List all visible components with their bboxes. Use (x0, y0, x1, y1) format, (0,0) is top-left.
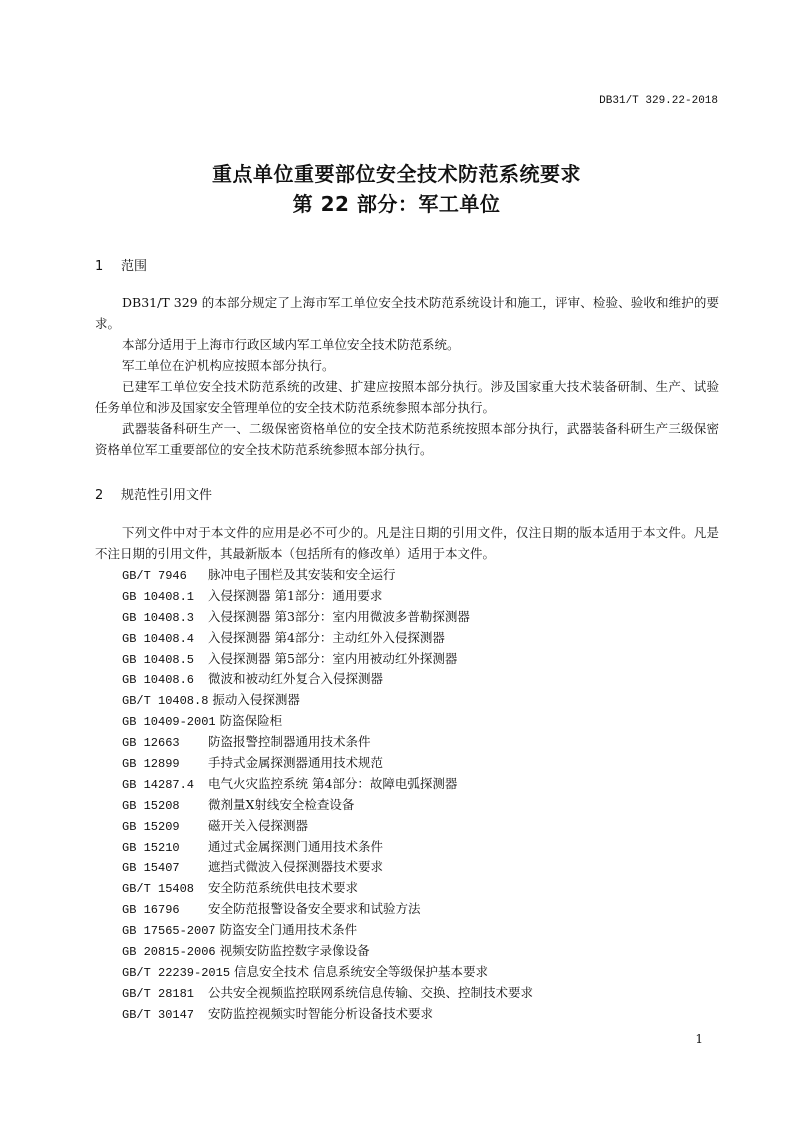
reference-code: GB/T 15408 (122, 882, 195, 897)
reference-item (122, 983, 533, 1004)
reference-item (122, 607, 533, 628)
section-1-heading (95, 255, 147, 274)
reference-name: 电气火灾监控系统 第4部分：故障电弧探测器 (208, 775, 458, 791)
reference-name: 入侵探测器 第3部分：室内用微波多普勒探测器 (208, 608, 470, 624)
reference-code: GB 15208 (122, 798, 180, 813)
reference-item (122, 837, 533, 858)
reference-code: GB/T 28181 (122, 986, 195, 1001)
reference-code: GB 10409-2001 (122, 715, 216, 730)
scope-paragraph: 军工单位在沪机构应按照本部分执行。 (122, 358, 335, 373)
page-number: 1 (695, 1032, 703, 1046)
reference-item (122, 732, 533, 753)
reference-name: 安全防范系统供电技术要求 (208, 880, 359, 896)
reference-code: GB 17565-2007 (122, 924, 216, 939)
reference-item (122, 1004, 533, 1025)
document-subtitle: 第 22 部分：军工单位 (292, 192, 501, 216)
reference-code: GB 15209 (122, 819, 180, 834)
reference-item (122, 753, 533, 774)
reference-list (122, 565, 533, 1025)
reference-code: GB/T 10408.8 (122, 694, 209, 709)
reference-item (122, 899, 533, 920)
reference-name: 手持式金属探测器通用技术规范 (208, 755, 384, 771)
reference-item (122, 669, 533, 690)
scope-paragraph: 本部分适用于上海市行政区域内军工单位安全技术防范系统。 (122, 337, 460, 352)
reference-item (122, 795, 533, 816)
reference-item (122, 857, 533, 878)
section-number: 1 (95, 259, 104, 274)
scope-paragraph: 武器装备科研生产一、二级保密资格单位的安全技术防范系统按照本部分执行，武器装备科研生产三级保密资格单位军工重要部位的安全技术防范系统参照本部分执行。 (95, 421, 719, 457)
references-intro: 下列文件中对于本文件的应用是必不可少的。凡是注日期的引用文件，仅注日期的版本适用于本文件。凡是不注日期的引用文件，其最新版本（包括所有的修改单）适用于本文件。 (95, 525, 719, 561)
reference-code: GB 10408.5 (122, 652, 195, 667)
section-title: 范围 (121, 259, 148, 274)
reference-item (122, 962, 533, 983)
reference-name: 防盗报警控制器通用技术条件 (208, 734, 371, 750)
reference-code: GB 10408.3 (122, 610, 195, 625)
reference-name: 安全防范报警设备安全要求和试验方法 (208, 901, 421, 917)
reference-code: GB 16796 (122, 903, 180, 918)
reference-name: 通过式金属探测门通用技术条件 (208, 838, 384, 854)
reference-item (122, 649, 533, 670)
reference-item (122, 941, 533, 962)
reference-name: 微剂量X射线安全检查设备 (208, 796, 355, 812)
reference-name: 安防监控视频实时智能分析设备技术要求 (208, 1005, 434, 1021)
reference-code: GB 20815-2006 (122, 945, 216, 960)
section-number: 2 (95, 488, 104, 503)
reference-name: 公共安全视频监控联网系统信息传输、交换、控制技术要求 (208, 984, 534, 1000)
document-title: 重点单位重要部位安全技术防范系统要求 (212, 162, 581, 186)
reference-code: GB/T 7946 (122, 569, 187, 583)
reference-code: GB 10408.4 (122, 631, 195, 646)
reference-name: 信息安全技术 信息系统安全等级保护基本要求 (234, 963, 489, 979)
reference-code: GB 10408.6 (122, 673, 195, 688)
reference-code: GB/T 22239-2015 (122, 965, 231, 980)
reference-item (122, 711, 533, 732)
reference-item (122, 878, 533, 899)
reference-code: GB 10408.1 (122, 589, 195, 604)
reference-code: GB 12663 (122, 736, 180, 751)
reference-item (122, 774, 533, 795)
section-2-heading (95, 484, 212, 503)
reference-code: GB/T 30147 (122, 1007, 195, 1022)
reference-name: 脉冲电子围栏及其安装和安全运行 (208, 567, 396, 582)
reference-name: 遮挡式微波入侵探测器技术要求 (208, 859, 384, 875)
reference-code: GB 15407 (122, 861, 180, 876)
reference-item (122, 586, 533, 607)
document-code: DB31/T 329.22-2018 (599, 95, 718, 107)
reference-code: GB 15210 (122, 840, 180, 855)
reference-item (122, 565, 533, 586)
reference-name: 振动入侵探测器 (212, 692, 300, 708)
section-title: 规范性引用文件 (121, 488, 213, 503)
reference-item (122, 816, 533, 837)
reference-item (122, 920, 533, 941)
reference-item (122, 628, 533, 649)
scope-paragraph: DB31/T 329 的本部分规定了上海市军工单位安全技术防范系统设计和施工，评审、检验、验收和维护的要求。 (95, 295, 719, 331)
reference-name: 入侵探测器 第4部分：主动红外入侵探测器 (208, 629, 445, 645)
reference-name: 视频安防监控数字录像设备 (219, 943, 370, 959)
reference-name: 入侵探测器 第1部分：通用要求 (208, 587, 383, 603)
reference-code: GB 12899 (122, 757, 180, 772)
reference-name: 微波和被动红外复合入侵探测器 (208, 671, 384, 687)
reference-name: 入侵探测器 第5部分：室内用被动红外探测器 (208, 650, 458, 666)
reference-code: GB 14287.4 (122, 777, 195, 792)
reference-name: 防盗安全门通用技术条件 (219, 922, 358, 938)
reference-name: 磁开关入侵探测器 (208, 817, 309, 833)
scope-paragraph: 已建军工单位安全技术防范系统的改建、扩建应按照本部分执行。涉及国家重大技术装备研制、生产、试验任务单位和涉及国家安全管理单位的安全技术防范系统参照本部分执行。 (95, 379, 719, 415)
reference-item (122, 690, 533, 711)
reference-name: 防盗保险柜 (219, 713, 283, 729)
